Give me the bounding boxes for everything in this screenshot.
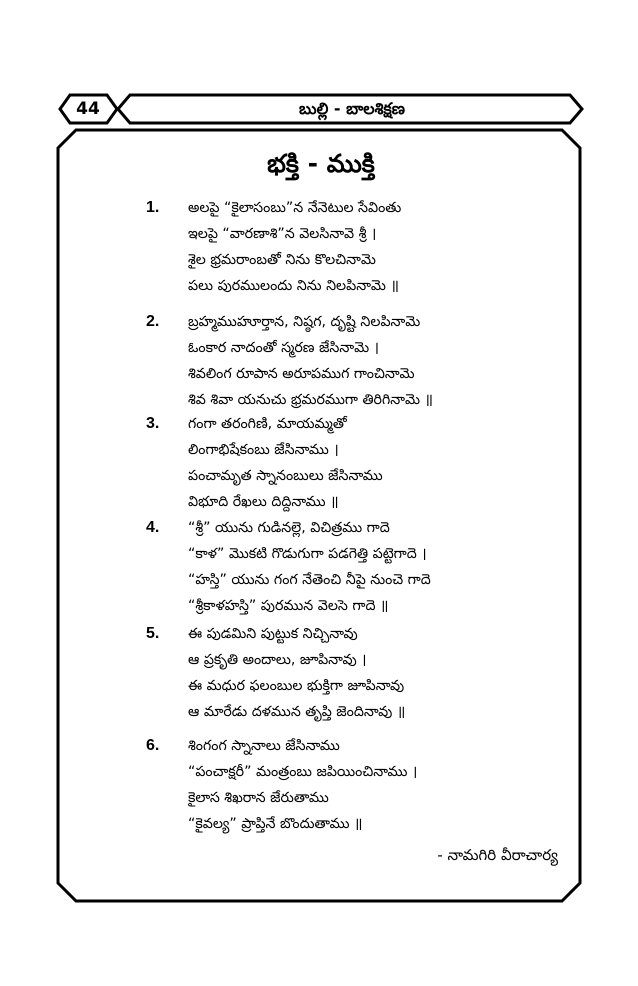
- poem-line: “హస్తి” యును గంగ నేతెంచి నీపై నుంచె గాదె: [188, 572, 431, 588]
- poem-line: ఓంకార నాదంతో స్మరణ జేసినామె ।: [188, 340, 379, 356]
- page-number: 44: [76, 99, 100, 119]
- poem-line: విభూది రేఖలు దిద్దినాము ॥: [188, 494, 339, 510]
- stanza-number: 5.: [146, 625, 160, 642]
- running-title: బుల్లి - బాలశిక్షణ: [299, 99, 405, 118]
- poem-line: శింగంగ స్నానాలు జేసినాము: [188, 738, 340, 754]
- stanza-number: 6.: [146, 737, 160, 754]
- stanza-number: 4.: [146, 519, 160, 536]
- poem-line: శివ శివా యనుచు భ్రమరముగా తిరిగినామె ॥: [188, 392, 433, 408]
- poem-line: ఈ పుడమిని పుట్టుక నిచ్చినావు: [188, 626, 358, 642]
- poem-line: లింగాభిషేకంబు జేసినాము ।: [188, 442, 339, 458]
- poem-line: కైలాస శిఖరాన జేరుతాము: [188, 790, 329, 806]
- poem-line: శివలింగ రూపాన అరూపముగ గాంచినామె: [188, 366, 415, 382]
- poem-line: పలు పురములందు నిను నిలపినామె ॥: [188, 278, 399, 294]
- poem-line: అలపై “కైలాసంబు”న నేనెటుల సేవింతు: [188, 200, 402, 216]
- stanza-number: 3.: [146, 415, 160, 432]
- poem-line: “కైవల్య” ప్రాప్తినే బొందుతాము ॥: [188, 816, 363, 832]
- poem-line: ఆ ప్రకృతి అందాలు, జూపినావు ।: [188, 652, 367, 668]
- poem-line: ఈ మధుర ఫలంబుల భుక్తిగా జూపినావు: [188, 678, 405, 694]
- poem-line: “శ్రీ” యును గుడినల్లె, విచిత్రము గాదె: [188, 520, 390, 536]
- stanza-number: 2.: [146, 313, 160, 330]
- poem-line: బ్రహ్మముహూర్తాన, నిష్ఠగ, దృష్టి నిలపినామె: [188, 314, 421, 330]
- poem-line: “శ్రీకాళహస్తి” పురమున వెలసె గాదె ॥: [188, 598, 389, 614]
- poem-line: పంచామృత స్నానంబులు జేసినాము: [188, 468, 383, 484]
- poem-line: “కాళ” మొకటి గొడుగుగా పడగెత్తి పట్టెగాదె ।: [188, 546, 427, 562]
- poem-title: భక్తి - ముక్తి: [267, 149, 375, 178]
- poem-line: గంగా తరంగిణి, మాయమ్మతో: [188, 416, 347, 432]
- poem-line: ఆ మారేడు దళమున తృప్తి జెందినావు ॥: [188, 704, 406, 720]
- poem-line: శైల భ్రమరాంబతో నిను కొలచినామె: [188, 252, 376, 268]
- stanza-number: 1.: [146, 199, 160, 216]
- poem-line: ఇలపై “వారణాశి”న వెలసినావె శ్రీ ।: [188, 226, 377, 242]
- poem-line: “పంచాక్షరీ” మంత్రంబు జపియించినాము ।: [188, 764, 418, 780]
- poem-signature: - నామగిరి వీరాచార్య: [437, 846, 558, 864]
